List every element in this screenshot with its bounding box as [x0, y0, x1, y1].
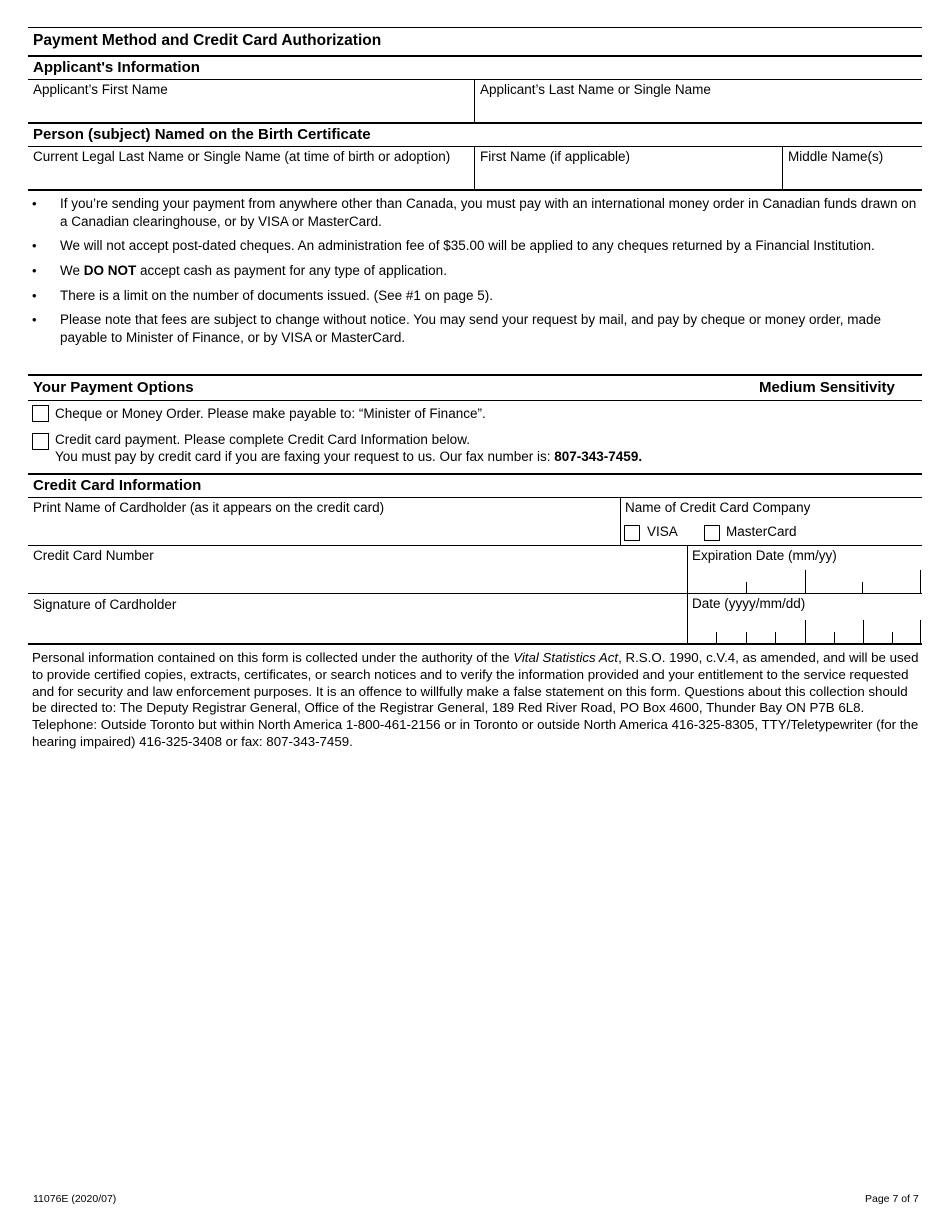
- card-company-label: Name of Credit Card Company: [625, 500, 811, 515]
- bullet-4: •: [32, 288, 37, 303]
- date-tick: [834, 632, 835, 643]
- mastercard-label: MasterCard: [726, 524, 797, 539]
- cheque-option-label: Cheque or Money Order. Please make payable to: “Minister of Finance”.: [55, 406, 486, 421]
- sensitivity-label: Medium Sensitivity: [759, 379, 895, 396]
- privacy-notice: Personal information contained on this form is collected under the authority of the Vital Statistics Act, R.S.O. 1990, c.V.4, as amended, and will be used to provide certified copies, extracts, certificates, or search notices and to verify the information provided and your entitlement to the service requested and for security and law enforcement purposes. It is an offence to willfully make a false statement on this form. Questions about this collection should be directed to: The Deputy Registrar General, Office of the Registrar General, 189 Red River Road, PO Box 4600, Thunder Bay ON P7B 6L8. Telephone: Outside Toronto but within North America 1-800-461-2156 or in Toronto or outside North America 416-325-8305, TTY/Teletypewriter (for the hearing impaired) 416-325-3408 or fax: 807-343-7459.: [32, 650, 919, 749]
- applicant-section-heading: Applicant's Information: [33, 59, 200, 76]
- signature-label: Signature of Cardholder: [33, 597, 177, 612]
- date-separator: [805, 620, 806, 643]
- bullet-3: •: [32, 263, 37, 278]
- subject-section-heading: Person (subject) Named on the Birth Certificate: [33, 126, 371, 143]
- expiry-date-label: Expiration Date (mm/yy): [692, 548, 837, 563]
- subject-middle-name-label: Middle Name(s): [788, 149, 884, 164]
- form-title: Payment Method and Credit Card Authorization: [33, 32, 382, 49]
- card-number-input[interactable]: [30, 566, 680, 590]
- date-tick: [746, 632, 747, 643]
- subject-last-name-input[interactable]: [30, 165, 470, 187]
- date-end: [920, 620, 921, 643]
- cheque-checkbox[interactable]: [32, 405, 49, 422]
- card-number-label: Credit Card Number: [33, 548, 154, 563]
- applicant-last-name-label: Applicant’s Last Name or Single Name: [480, 82, 711, 97]
- payment-options-heading: Your Payment Options: [33, 379, 194, 396]
- expiry-end: [920, 570, 921, 593]
- applicant-first-name-input[interactable]: [30, 98, 470, 120]
- date-tick: [892, 632, 893, 643]
- note-international-payment: If you’re sending your payment from anywhere other than Canada, you must pay with an international money order in Canadian funds drawn on a Canadian clearinghouse, or by VISA or MasterCard.: [60, 196, 917, 229]
- bullet-1: •: [32, 196, 37, 211]
- date-tick: [716, 632, 717, 643]
- cardholder-name-label: Print Name of Cardholder (as it appears on the credit card): [33, 500, 385, 515]
- subject-last-name-label: Current Legal Last Name or Single Name (at time of birth or adoption): [33, 149, 451, 164]
- note-post-dated-cheques: We will not accept post-dated cheques. An administration fee of $35.00 will be applied to any cheques returned by a Financial Institution.: [60, 238, 875, 253]
- credit-card-checkbox[interactable]: [32, 433, 49, 450]
- subject-middle-name-input[interactable]: [786, 165, 919, 187]
- bullet-2: •: [32, 238, 37, 253]
- date-tick: [775, 632, 776, 643]
- expiry-tick: [862, 582, 863, 593]
- subject-first-name-label: First Name (if applicable): [480, 149, 631, 164]
- applicant-last-name-input[interactable]: [478, 98, 918, 120]
- subject-first-name-input[interactable]: [478, 165, 778, 187]
- credit-card-option-label: Credit card payment. Please complete Credit Card Information below.: [55, 432, 470, 447]
- cardholder-name-input[interactable]: [30, 518, 615, 542]
- note-fees-change: Please note that fees are subject to change without notice. You may send your request by mail, and pay by cheque or money order, made payable to Minister of Finance, or by VISA or MasterCard.: [60, 312, 882, 345]
- signature-input[interactable]: [30, 614, 680, 638]
- applicant-first-name-label: Applicant’s First Name: [33, 82, 168, 97]
- credit-card-heading: Credit Card Information: [33, 477, 202, 494]
- bullet-5: •: [32, 312, 37, 327]
- visa-label: VISA: [647, 524, 678, 539]
- visa-checkbox[interactable]: [624, 525, 640, 541]
- page-number: Page 7 of 7: [865, 1193, 919, 1205]
- expiry-separator: [805, 570, 806, 593]
- form-number: 11076E (2020/07): [33, 1193, 117, 1205]
- mastercard-checkbox[interactable]: [704, 525, 720, 541]
- expiry-tick: [746, 582, 747, 593]
- date-label: Date (yyyy/mm/dd): [692, 596, 806, 611]
- note-no-cash: We DO NOT accept cash as payment for any type of application.: [60, 263, 447, 278]
- note-document-limit: There is a limit on the number of documents issued. (See #1 on page 5).: [60, 288, 493, 303]
- date-separator: [863, 620, 864, 643]
- fax-instruction: You must pay by credit card if you are faxing your request to us. Our fax number is: 807-343-7459.: [55, 449, 643, 464]
